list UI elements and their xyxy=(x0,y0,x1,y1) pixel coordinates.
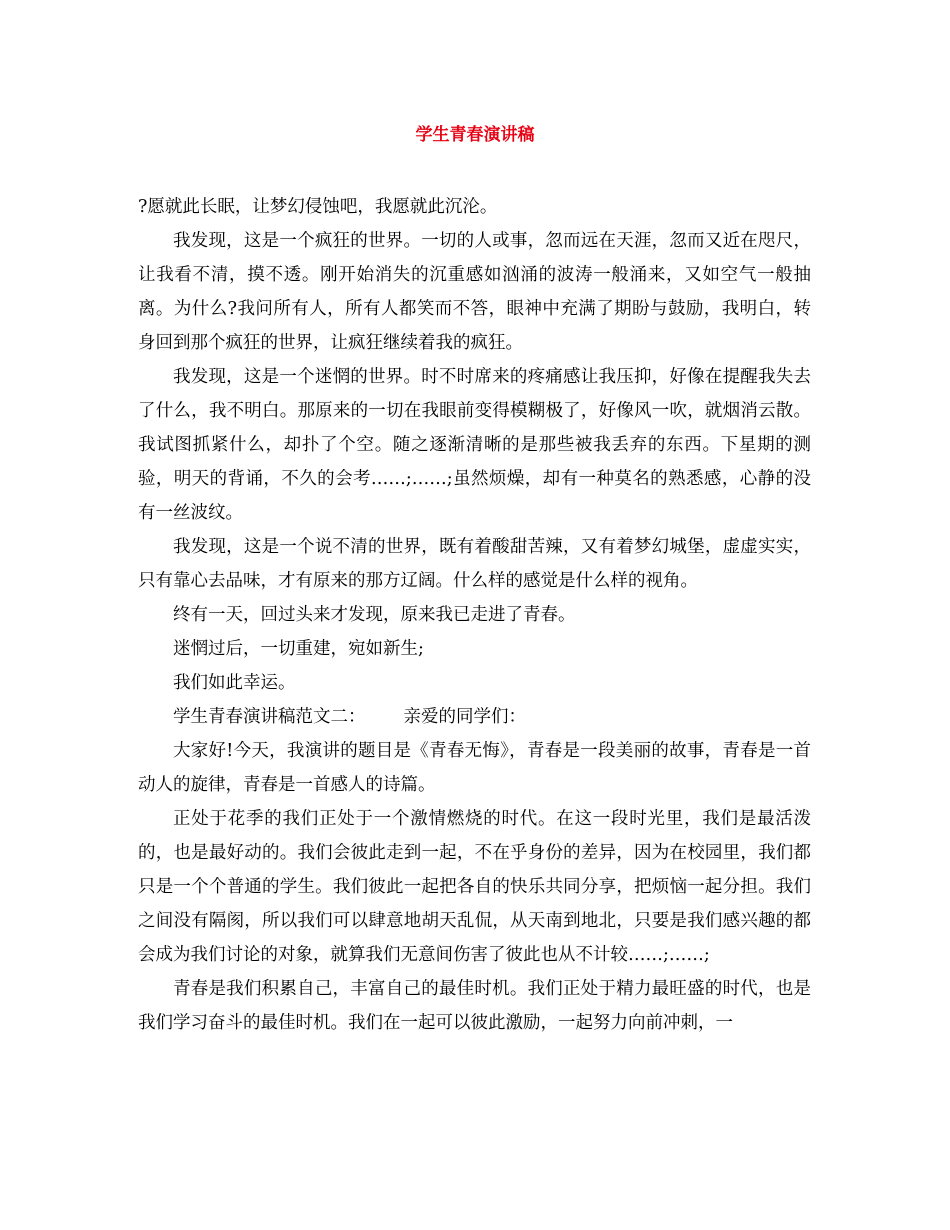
paragraph: ?愿就此长眠，让梦幻侵蚀吧，我愿就此沉沦。 xyxy=(138,197,498,217)
section-heading-line xyxy=(138,700,811,734)
paragraph: 迷惘过后，一切重建，宛如新生; xyxy=(173,639,424,659)
paragraph: 我发现，这是一个疯狂的世界。一切的人或事，忽而远在天涯，忽而又近在咫尺，让我看不清，摸不透。刚开始消失的沉重感如汹涌的波涛一般涌来，又如空气一般抽离。为什么?我问所有人，所有人都笑而不答，眼神中充满了期盼与鼓励，我明白，转身回到那个疯狂的世界，让疯狂继续着我的疯狂。 xyxy=(138,231,811,353)
document-title: 学生青春演讲稿 xyxy=(415,125,535,145)
paragraph: 我们如此幸运。 xyxy=(173,673,296,693)
paragraph: 大家好!今天，我演讲的题目是《青春无悔》，青春是一段美丽的故事，青春是一首动人的旋律，青春是一首感人的诗篇。 xyxy=(138,741,811,795)
greeting: 亲爱的同学们： xyxy=(403,707,526,727)
paragraph: 正处于花季的我们正处于一个激情燃烧的时代。在这一段时光里，我们是最活泼的，也是最好动的。我们会彼此走到一起，不在乎身份的差异，因为在校园里，我们都只是一个个普通的学生。我们彼此一起把各自的快乐共同分享，把烦恼一起分担。我们之间没有隔阂，所以我们可以肆意地胡天乱侃，从天南到地北，只要是我们感兴趣的都会成为我们讨论的对象，就算我们无意间伤害了彼此也从不计较……;……; xyxy=(138,809,811,965)
document-body xyxy=(138,190,811,1040)
paragraph: 我发现，这是一个迷惘的世界。时不时席来的疼痛感让我压抑，好像在提醒我失去了什么，我不明白。那原来的一切在我眼前变得模糊极了，好像风一吹，就烟消云散。我试图抓紧什么，却扑了个空。随之逐渐清晰的是那些被我丢弃的东西。下星期的测验，明天的背诵，不久的会考……;……;虽然烦燥，却有一种莫名的熟悉感，心静的没有一丝波纹。 xyxy=(138,367,811,523)
paragraph: 青春是我们积累自己，丰富自己的最佳时机。我们正处于精力最旺盛的时代，也是我们学习奋斗的最佳时机。我们在一起可以彼此激励，一起努力向前冲刺，一 xyxy=(138,979,811,1033)
section-heading: 学生青春演讲稿范文二： xyxy=(173,707,366,727)
paragraph: 我发现，这是一个说不清的世界，既有着酸甜苦辣，又有着梦幻城堡，虚虚实实，只有靠心去品味，才有原来的那方辽阔。什么样的感觉是什么样的视角。 xyxy=(138,537,811,591)
paragraph: 终有一天，回过头来才发现，原来我已走进了青春。 xyxy=(173,605,576,625)
